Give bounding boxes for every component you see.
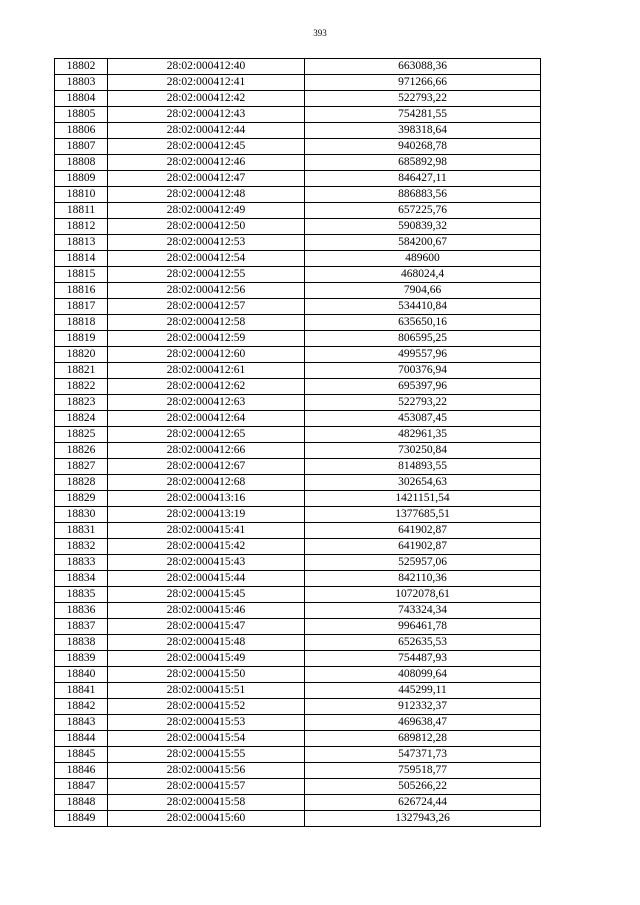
value-cell: 652635,53 (305, 635, 541, 651)
row-number-cell: 18844 (55, 731, 108, 747)
value-cell: 489600 (305, 251, 541, 267)
table-row (55, 219, 541, 235)
value-cell: 547371,73 (305, 747, 541, 763)
row-number-cell: 18812 (55, 219, 108, 235)
value-cell: 1421151,54 (305, 491, 541, 507)
table-row (55, 331, 541, 347)
value-cell: 534410,84 (305, 299, 541, 315)
row-number-cell: 18807 (55, 139, 108, 155)
value-cell: 695397,96 (305, 379, 541, 395)
cadastral-number-cell: 28:02:000415:54 (108, 731, 305, 747)
cadastral-number-cell: 28:02:000412:59 (108, 331, 305, 347)
row-number-cell: 18805 (55, 107, 108, 123)
row-number-cell: 18838 (55, 635, 108, 651)
cadastral-number-cell: 28:02:000412:42 (108, 91, 305, 107)
table-row (55, 651, 541, 667)
row-number-cell: 18845 (55, 747, 108, 763)
table-row (55, 571, 541, 587)
cadastral-number-cell: 28:02:000412:40 (108, 59, 305, 75)
table-row (55, 75, 541, 91)
table-body (55, 59, 541, 827)
row-number-cell: 18840 (55, 667, 108, 683)
value-cell: 759518,77 (305, 763, 541, 779)
cadastral-number-cell: 28:02:000412:53 (108, 235, 305, 251)
value-cell: 912332,37 (305, 699, 541, 715)
table-row (55, 459, 541, 475)
row-number-cell: 18842 (55, 699, 108, 715)
cadastral-number-cell: 28:02:000415:57 (108, 779, 305, 795)
cadastral-number-cell: 28:02:000412:46 (108, 155, 305, 171)
row-number-cell: 18825 (55, 427, 108, 443)
value-cell: 626724,44 (305, 795, 541, 811)
value-cell: 302654,63 (305, 475, 541, 491)
table-row (55, 731, 541, 747)
value-cell: 522793,22 (305, 91, 541, 107)
row-number-cell: 18848 (55, 795, 108, 811)
row-number-cell: 18813 (55, 235, 108, 251)
value-cell: 522793,22 (305, 395, 541, 411)
value-cell: 754487,93 (305, 651, 541, 667)
row-number-cell: 18849 (55, 811, 108, 827)
cadastral-number-cell: 28:02:000412:47 (108, 171, 305, 187)
value-cell: 940268,78 (305, 139, 541, 155)
cadastral-number-cell: 28:02:000415:48 (108, 635, 305, 651)
cadastral-number-cell: 28:02:000415:42 (108, 539, 305, 555)
cadastral-number-cell: 28:02:000415:47 (108, 619, 305, 635)
table-row (55, 139, 541, 155)
table-row (55, 347, 541, 363)
cadastral-number-cell: 28:02:000415:55 (108, 747, 305, 763)
value-cell: 754281,55 (305, 107, 541, 123)
cadastral-number-cell: 28:02:000415:60 (108, 811, 305, 827)
cadastral-number-cell: 28:02:000415:50 (108, 667, 305, 683)
table-row (55, 699, 541, 715)
table-row (55, 635, 541, 651)
row-number-cell: 18841 (55, 683, 108, 699)
cadastral-number-cell: 28:02:000412:45 (108, 139, 305, 155)
row-number-cell: 18826 (55, 443, 108, 459)
value-cell: 689812,28 (305, 731, 541, 747)
value-cell: 584200,67 (305, 235, 541, 251)
value-cell: 814893,55 (305, 459, 541, 475)
table-row (55, 491, 541, 507)
row-number-cell: 18847 (55, 779, 108, 795)
cadastral-number-cell: 28:02:000412:62 (108, 379, 305, 395)
table-row (55, 59, 541, 75)
cadastral-number-cell: 28:02:000412:60 (108, 347, 305, 363)
table-row (55, 91, 541, 107)
row-number-cell: 18830 (55, 507, 108, 523)
cadastral-number-cell: 28:02:000415:49 (108, 651, 305, 667)
table-row (55, 619, 541, 635)
table-row (55, 475, 541, 491)
table-row (55, 171, 541, 187)
value-cell: 482961,35 (305, 427, 541, 443)
value-cell: 635650,16 (305, 315, 541, 331)
value-cell: 641902,87 (305, 539, 541, 555)
table-row (55, 187, 541, 203)
table-row (55, 235, 541, 251)
value-cell: 743324,34 (305, 603, 541, 619)
table-row (55, 251, 541, 267)
cadastral-number-cell: 28:02:000412:55 (108, 267, 305, 283)
row-number-cell: 18834 (55, 571, 108, 587)
value-cell: 1072078,61 (305, 587, 541, 603)
table-row (55, 811, 541, 827)
cadastral-number-cell: 28:02:000415:46 (108, 603, 305, 619)
cadastral-number-cell: 28:02:000415:56 (108, 763, 305, 779)
table-row (55, 715, 541, 731)
table-row (55, 379, 541, 395)
cadastral-number-cell: 28:02:000412:58 (108, 315, 305, 331)
value-cell: 453087,45 (305, 411, 541, 427)
row-number-cell: 18828 (55, 475, 108, 491)
value-cell: 663088,36 (305, 59, 541, 75)
cadastral-number-cell: 28:02:000412:63 (108, 395, 305, 411)
table-row (55, 747, 541, 763)
row-number-cell: 18836 (55, 603, 108, 619)
table-row (55, 555, 541, 571)
cadastral-number-cell: 28:02:000415:52 (108, 699, 305, 715)
value-cell: 1377685,51 (305, 507, 541, 523)
row-number-cell: 18820 (55, 347, 108, 363)
table-row (55, 523, 541, 539)
row-number-cell: 18835 (55, 587, 108, 603)
row-number-cell: 18827 (55, 459, 108, 475)
cadastral-number-cell: 28:02:000415:44 (108, 571, 305, 587)
table-row (55, 779, 541, 795)
value-cell: 505266,22 (305, 779, 541, 795)
table-row (55, 603, 541, 619)
table-row (55, 123, 541, 139)
cadastral-number-cell: 28:02:000412:67 (108, 459, 305, 475)
cadastral-number-cell: 28:02:000415:58 (108, 795, 305, 811)
value-cell: 806595,25 (305, 331, 541, 347)
cadastral-number-cell: 28:02:000415:53 (108, 715, 305, 731)
table-row (55, 507, 541, 523)
row-number-cell: 18811 (55, 203, 108, 219)
row-number-cell: 18802 (55, 59, 108, 75)
cadastral-number-cell: 28:02:000412:54 (108, 251, 305, 267)
cadastral-number-cell: 28:02:000412:68 (108, 475, 305, 491)
row-number-cell: 18815 (55, 267, 108, 283)
table-row (55, 411, 541, 427)
table-row (55, 427, 541, 443)
table-row (55, 299, 541, 315)
row-number-cell: 18819 (55, 331, 108, 347)
row-number-cell: 18809 (55, 171, 108, 187)
table-row (55, 267, 541, 283)
cadastral-number-cell: 28:02:000412:64 (108, 411, 305, 427)
cadastral-number-cell: 28:02:000412:44 (108, 123, 305, 139)
row-number-cell: 18832 (55, 539, 108, 555)
value-cell: 468024,4 (305, 267, 541, 283)
cadastral-number-cell: 28:02:000412:50 (108, 219, 305, 235)
value-cell: 1327943,26 (305, 811, 541, 827)
row-number-cell: 18823 (55, 395, 108, 411)
table-row (55, 795, 541, 811)
value-cell: 445299,11 (305, 683, 541, 699)
row-number-cell: 18818 (55, 315, 108, 331)
cadastral-number-cell: 28:02:000412:48 (108, 187, 305, 203)
cadastral-number-cell: 28:02:000412:61 (108, 363, 305, 379)
value-cell: 590839,32 (305, 219, 541, 235)
value-cell: 842110,36 (305, 571, 541, 587)
table-row (55, 683, 541, 699)
value-cell: 886883,56 (305, 187, 541, 203)
table-row (55, 587, 541, 603)
cadastral-number-cell: 28:02:000412:66 (108, 443, 305, 459)
cadastral-number-cell: 28:02:000415:51 (108, 683, 305, 699)
cadastral-number-cell: 28:02:000415:43 (108, 555, 305, 571)
table-row (55, 363, 541, 379)
cadastral-number-cell: 28:02:000412:65 (108, 427, 305, 443)
row-number-cell: 18808 (55, 155, 108, 171)
row-number-cell: 18821 (55, 363, 108, 379)
table-row (55, 763, 541, 779)
table-row (55, 315, 541, 331)
row-number-cell: 18817 (55, 299, 108, 315)
value-cell: 730250,84 (305, 443, 541, 459)
row-number-cell: 18822 (55, 379, 108, 395)
row-number-cell: 18831 (55, 523, 108, 539)
value-cell: 641902,87 (305, 523, 541, 539)
cadastral-number-cell: 28:02:000415:45 (108, 587, 305, 603)
value-cell: 7904,66 (305, 283, 541, 299)
row-number-cell: 18803 (55, 75, 108, 91)
table-row (55, 539, 541, 555)
row-number-cell: 18833 (55, 555, 108, 571)
value-cell: 996461,78 (305, 619, 541, 635)
row-number-cell: 18837 (55, 619, 108, 635)
row-number-cell: 18846 (55, 763, 108, 779)
row-number-cell: 18843 (55, 715, 108, 731)
row-number-cell: 18816 (55, 283, 108, 299)
row-number-cell: 18810 (55, 187, 108, 203)
table-row (55, 155, 541, 171)
table-row (55, 443, 541, 459)
value-cell: 499557,96 (305, 347, 541, 363)
cadastral-number-cell: 28:02:000412:41 (108, 75, 305, 91)
row-number-cell: 18806 (55, 123, 108, 139)
value-cell: 398318,64 (305, 123, 541, 139)
value-cell: 685892,98 (305, 155, 541, 171)
cadastral-number-cell: 28:02:000415:41 (108, 523, 305, 539)
page-number: 393 (313, 28, 327, 38)
value-cell: 408099,64 (305, 667, 541, 683)
cadastral-number-cell: 28:02:000412:57 (108, 299, 305, 315)
cadastral-value-table (54, 58, 541, 827)
row-number-cell: 18814 (55, 251, 108, 267)
cadastral-number-cell: 28:02:000412:43 (108, 107, 305, 123)
table-row (55, 395, 541, 411)
row-number-cell: 18804 (55, 91, 108, 107)
row-number-cell: 18824 (55, 411, 108, 427)
table-row (55, 283, 541, 299)
value-cell: 525957,06 (305, 555, 541, 571)
table-row (55, 203, 541, 219)
cadastral-number-cell: 28:02:000413:19 (108, 507, 305, 523)
value-cell: 700376,94 (305, 363, 541, 379)
cadastral-number-cell: 28:02:000412:56 (108, 283, 305, 299)
value-cell: 971266,66 (305, 75, 541, 91)
cadastral-number-cell: 28:02:000413:16 (108, 491, 305, 507)
table-row (55, 667, 541, 683)
row-number-cell: 18839 (55, 651, 108, 667)
table-row (55, 107, 541, 123)
cadastral-number-cell: 28:02:000412:49 (108, 203, 305, 219)
value-cell: 469638,47 (305, 715, 541, 731)
value-cell: 657225,76 (305, 203, 541, 219)
value-cell: 846427,11 (305, 171, 541, 187)
row-number-cell: 18829 (55, 491, 108, 507)
